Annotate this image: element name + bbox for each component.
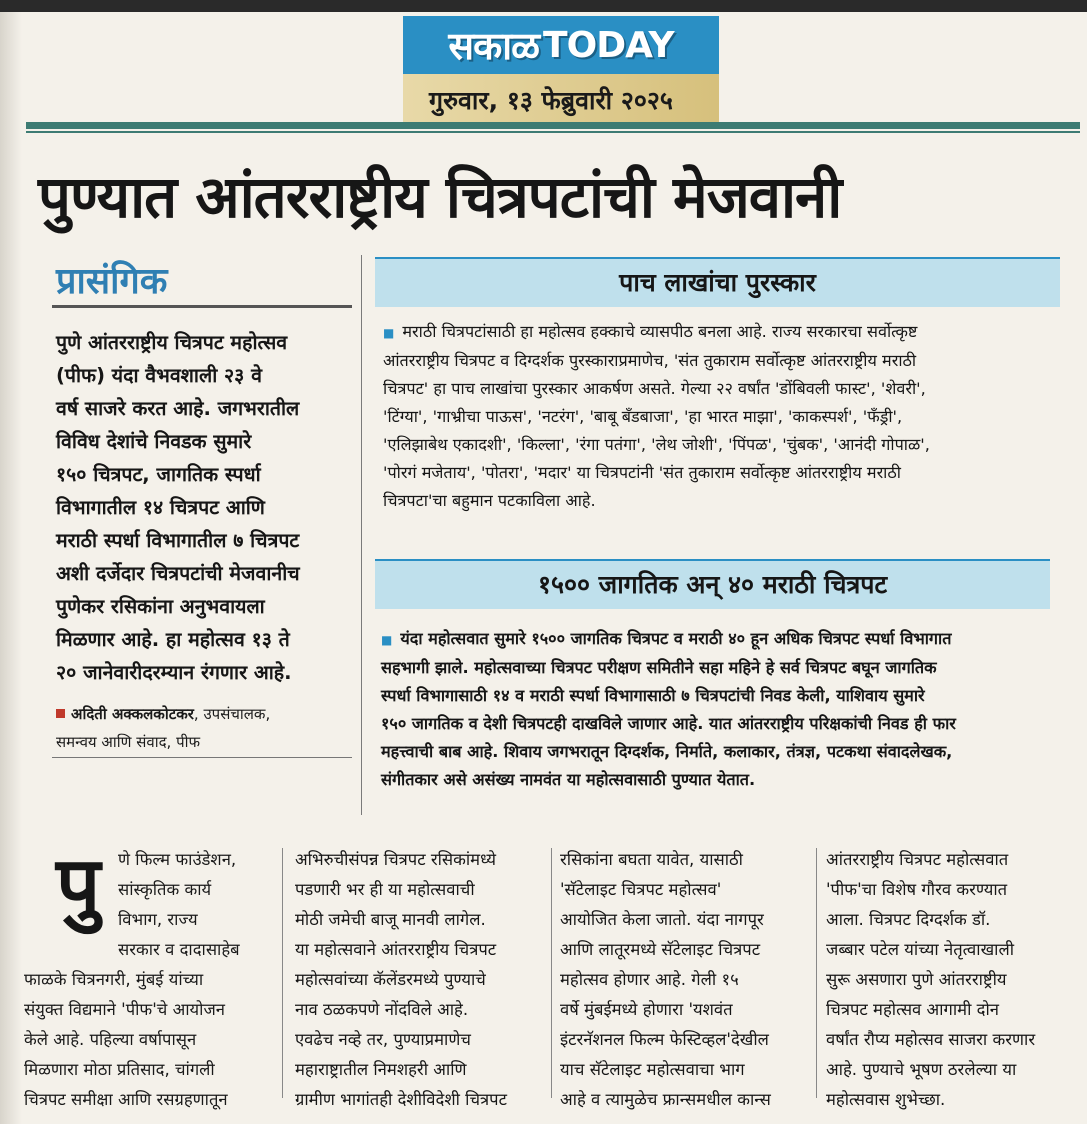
section-rule [26,122,1080,129]
column-divider [816,848,817,1098]
column-4: आंतरराष्ट्रीय चित्रपट महोत्सवात 'पीफ'चा विशेष गौरव करण्यात आला. चित्रपट दिग्दर्शक डॉ. जब्बार पटेल यांच्या नेतृत्वाखाली सुरू असणारा पुणे आंतरराष्ट्रीय चित्रपट महोत्सव आगामी दोन वर्षांत रौप्य महोत्सव साजरा करणार आहे. पुण्याचे भूषण ठरलेल्या या महोत्सवास शुभेच्छा. [826,850,1036,1109]
column-divider [551,848,552,1098]
date-band [403,74,719,126]
byline-divider [52,757,352,758]
kicker-label: प्रासंगिक [56,261,168,302]
square-bullet-icon: ■ [381,633,393,647]
left-page-shadow [0,12,22,1124]
column-1-head: णे फिल्म फाउंडेशन, सांस्कृतिक कार्य विभाग, राज्य सरकार व दादासाहेब [118,850,240,959]
masthead-date: गुरुवार, १३ फेब्रुवारी २०२५ [429,86,673,115]
masthead-brand: सकाळ [448,24,540,68]
byline [56,700,356,756]
byline-name: अदिती अक्कलकोटकर [71,705,194,723]
column-3: रसिकांना बघता यावेत, यासाठी 'सॅटेलाइट चित्रपट महोत्सव' आयोजित केला जातो. यंदा नागपूर आणि लातूरमध्ये सॅटेलाइट चित्रपट महोत्सव होणार आहे. गेली १५ वर्षे मुंबईमध्ये होणारा 'यशवंत इंटरनॅशनल फिल्म फेस्टिव्हल'देखील याच सॅटेलाइट महोत्सवाचा भाग आहे व त्यामुळेच फ्रान्समधील कान्स [560,850,771,1109]
headline: पुण्यात आंतरराष्ट्रीय चित्रपटांची मेजवानी [38,163,842,231]
drop-cap: पु [56,840,101,931]
column-1-body: फाळके चित्रनगरी, मुंबई यांच्या संयुक्त विद्यमाने 'पीफ'चे आयोजन केले आहे. पहिल्या वर्षापासून मिळणारा मोठा प्रतिसाद, चांगली चित्रपट समीक्षा आणि रसग्रहणातून [24,970,228,1109]
section-rule-thin [26,131,1080,133]
square-bullet-icon: ■ [383,326,395,340]
column-divider [361,255,362,815]
films-body: यंदा महोत्सवात सुमारे १५०० जागतिक चित्रपट व मराठी ४० हून अधिक चित्रपट स्पर्धा विभागात सहभागी झाले. महोत्सवाच्या चित्रपट परीक्षण समितीने सहा महिने हे सर्व चित्रपट बघून जागतिक स्पर्धा विभागासाठी १४ व मराठी स्पर्धा विभागासाठी ७ चित्रपटांची निवड केली, याशिवाय सुमारे १५० जागतिक व देशी चित्रपटही दाखविले जाणार आहे. यात आंतरराष्ट्रीय परिक्षकांची निवड ही फार महत्त्वाची बाब आहे. शिवाय जगभरातून दिग्दर्शक, निर्माते, कलाकार, तंत्रज्ञ, पटकथा संवादलेखक, संगीतकार असे असंख्य नामवंत या महोत्सवासाठी पुण्यात येतात. [381,629,956,789]
films-paragraph [381,625,1051,794]
award-body: मराठी चित्रपटांसाठी हा महोत्सव हक्काचे व्यासपीठ बनला आहे. राज्य सरकारचा सर्वोत्कृष्ट आंतरराष्ट्रीय चित्रपट व दिग्दर्शक पुरस्काराप्रमाणेच, 'संत तुकाराम सर्वोत्कृष्ट आंतरराष्ट्रीय मराठी चित्रपट' हा पाच लाखांचा पुरस्कार आकर्षण असते. गेल्या २२ वर्षांत 'डोंबिवली फास्ट', 'शेवरी', 'टिंग्या', 'गाभ्रीचा पाऊस', 'नटरंग', 'बाबू बँडबाजा', 'हा भारत माझा', 'काकस्पर्श', 'फँड्री', 'एलिझाबेथ एकादशी', 'किल्ला', 'रंगा पतंगा', 'लेथ जोशी', 'पिंपळ', 'चुंबक', 'आनंदी गोपाळ', 'पोरगं मजेताय', 'पोतरा', 'मदार' या चित्रपटांनी 'संत तुकाराम सर्वोत्कृष्ट आंतरराष्ट्रीय मराठी चित्रपटा'चा बहुमान पटकाविला आहे. [383,322,930,510]
byline-role: , उपसंचालक, [193,705,271,723]
subhead-films: १५०० जागतिक अन् ४० मराठी चित्रपट [375,559,1050,609]
award-paragraph [383,318,1053,515]
byline-dept: समन्वय आणि संवाद, पीफ [56,733,201,751]
subhead-award: पाच लाखांचा पुरस्कार [375,257,1060,307]
kicker-divider [52,305,352,308]
masthead-brand-en: TODAY [543,24,674,66]
byline-marker-icon [56,709,65,718]
column-divider [282,848,283,1098]
masthead-logo [403,16,719,74]
column-2: अभिरुचीसंपन्न चित्रपट रसिकांमध्ये पडणारी भर ही या महोत्सवाची मोठी जमेची बाजू मानवी लागेल. या महोत्सवाने आंतरराष्ट्रीय चित्रपट महोत्सवांच्या कॅलेंडरमध्ये पुण्याचे नाव ठळकपणे नोंदविले आहे. एवढेच नव्हे तर, पुण्याप्रमाणेच महाराष्ट्रातील निमशहरी आणि ग्रामीण भागांतही देशीविदेशी चित्रपट [295,850,507,1109]
intro-paragraph: पुणे आंतरराष्ट्रीय चित्रपट महोत्सव (पीफ) यंदा वैभवशाली २३ वे वर्ष साजरे करत आहे. जगभरातील विविध देशांचे निवडक सुमारे १५० चित्रपट, जागतिक स्पर्धा विभागातील १४ चित्रपट आणि मराठी स्पर्धा विभागातील ७ चित्रपट अशी दर्जेदार चित्रपटांची मेजवानीच पुणेकर रसिकांना अनुभवायला मिळणार आहे. हा महोत्सव १३ ते २० जानेवारीदरम्यान रंगणार आहे. [56,331,300,684]
top-shadow-band [0,0,1087,12]
